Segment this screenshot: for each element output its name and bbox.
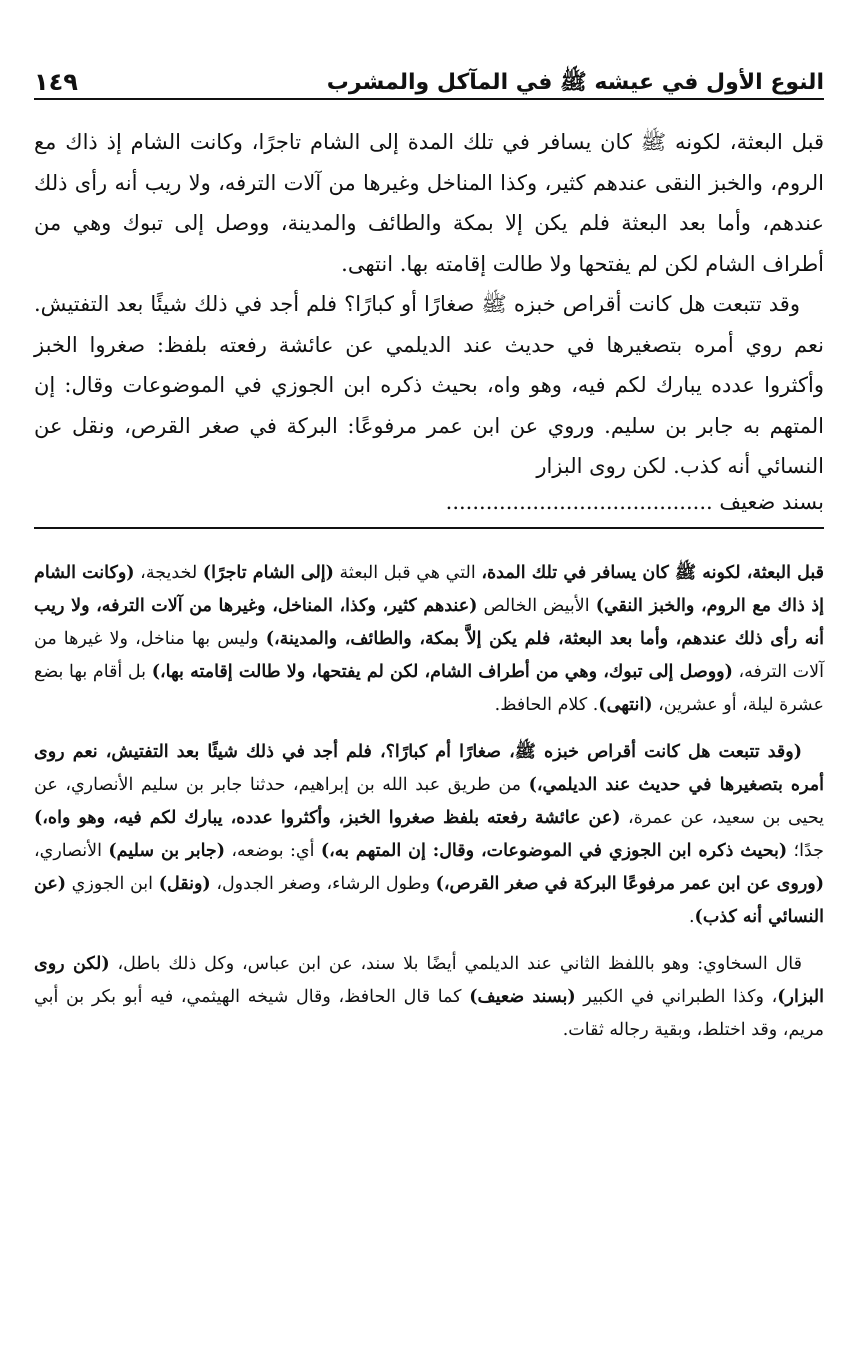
segment-bold: (عن عائشة رفعته بلفظ صغروا الخبز، وأكثروا عدده، يبارك لكم فيه، وهو واه،) [34, 807, 621, 828]
page-number: ١٤٩ [34, 68, 78, 96]
segment-plain: وطول الرشاء، وصغر الجدول، [210, 873, 436, 894]
commentary [34, 557, 824, 1047]
segment-bold: (بحيث ذكره ابن الجوزي في الموضوعات، وقال: إن المتهم به،) [320, 840, 788, 861]
page-header [34, 60, 824, 100]
segment-plain: . كلام الحافظ. [494, 694, 599, 715]
book-page [34, 60, 824, 1061]
segment-bold: قبل البعثة، لكونه ﷺ كان يسافر في تلك المدة، [481, 562, 824, 583]
segment-bold: (عن النسائي أنه كذب) [34, 873, 824, 927]
segment-bold: (وكانت الشام إذ ذاك مع الروم، والخبز النقي) [34, 562, 824, 616]
segment-plain: وليس بها مناخل، ولا غيرها من آلات الترفه، [34, 628, 824, 682]
main-text [34, 122, 824, 517]
segment-plain: قال السخاوي: وهو باللفظ الثاني عند الديلمي أيضًا بلا سند، عن ابن عباس، وكل ذلك باطل، [109, 953, 803, 974]
segment-bold: (عندهم كثير، وكذا، المناخل، وغيرها من آلات الترفه، ولا ريب أنه رأى ذلك عندهم، وأما بعد البعثة، فلم يكن إلاَّ بمكة، والطائف، والمدينة،) [34, 595, 824, 649]
segment-plain: الأبيض الخالص [477, 595, 596, 616]
commentary-paragraph-2 [34, 736, 824, 934]
segment-plain: ابن الجوزي [66, 873, 159, 894]
segment-plain: التي هي قبل البعثة [333, 562, 482, 583]
segment-plain: لخديجة، [134, 562, 203, 583]
main-paragraph-1: قبل البعثة، لكونه ﷺ كان يسافر في تلك المدة إلى الشام تاجرًا، وكانت الشام إذ ذاك مع الروم، والخبز النقى عندهم كثير، وكذا المناخل وغيرها من آلات الترفه، ولا ريب أنه رأى ذلك عندهم، وأما بعد البعثة فلم يكن إلا بمكة والطائف والمدينة، ووصل إلى تبوك وهي من أطراف الشام لكن لم يفتحها ولا طالت إقامته بها. انتهى. [34, 130, 824, 276]
commentary-paragraph-1 [34, 557, 824, 722]
segment-bold: (بسند ضعيف) [469, 986, 576, 1007]
segment-plain: ، وكذا الطبراني في الكبير [575, 986, 778, 1007]
segment-plain: كما قال الحافظ، وقال شيخه الهيثمي، فيه أبو بكر بن أبي مريم، وقد اختلط، وبقية رجاله ثقات. [34, 986, 824, 1040]
segment-plain: بل أقام بها بضع عشرة ليلة، أو عشرين، [34, 661, 824, 715]
segment-bold: (وروى عن ابن عمر مرفوعًا البركة في صغر القرص،) [435, 873, 825, 894]
segment-bold: (انتهى) [598, 694, 653, 715]
segment-bold: (لكن روى البزار) [34, 953, 825, 1007]
segment-bold: (جابر بن سليم) [108, 840, 226, 861]
segment-bold: (وقد تتبعت هل كانت أقراص خبزه ﷺ، صغارًا أم كبارًا؟، فلم أجد في ذلك شيئًا بعد التفتيش، نعم روى أمره بتصغيرها في حديث عند الديلمي،) [34, 741, 824, 795]
segment-plain: من طريق عبد الله بن إبراهيم، حدثنا جابر بن سليم الأنصاري، عن يحيى بن سعيد، عن عمرة، [34, 774, 824, 828]
segment-bold: (إلى الشام تاجرًا) [202, 562, 334, 583]
segment-plain: الأنصاري، [34, 840, 109, 861]
segment-plain: أي: بوضعه، [225, 840, 321, 861]
segment-bold: (ونقل) [158, 873, 211, 894]
main-paragraph-2: وقد تتبعت هل كانت أقراص خبزه ﷺ صغارًا أو كبارًا؟ فلم أجد في ذلك شيئًا بعد التفتيش. نعم روي أمره بتصغيرها في حديث عند الديلمي عن عائشة رفعته بلفظ: صغروا الخبز وأكثروا عدده يبارك لكم فيه، وهو واه، بحيث ذكره ابن الجوزي في الموضوعات وقال: إن المتهم به جابر بن سليم. وروي عن ابن عمر مرفوعًا: البركة في صغر القرص، ونقل عن النسائي أنه كذب. لكن روى البزار [34, 292, 824, 478]
running-title: النوع الأول في عيشه ﷺ في المآكل والمشرب [326, 70, 824, 95]
segment-plain: . [688, 906, 695, 927]
commentary-paragraph-3 [34, 948, 824, 1047]
segment-plain: جدًا؛ [787, 840, 824, 861]
segment-bold: (ووصل إلى تبوك، وهي من أطراف الشام، لكن لم يفتحها، ولا طالت إقامته بها،) [151, 661, 733, 682]
section-divider [34, 527, 824, 529]
main-continuation-line: بسند ضعيف ........................................ [445, 489, 824, 514]
